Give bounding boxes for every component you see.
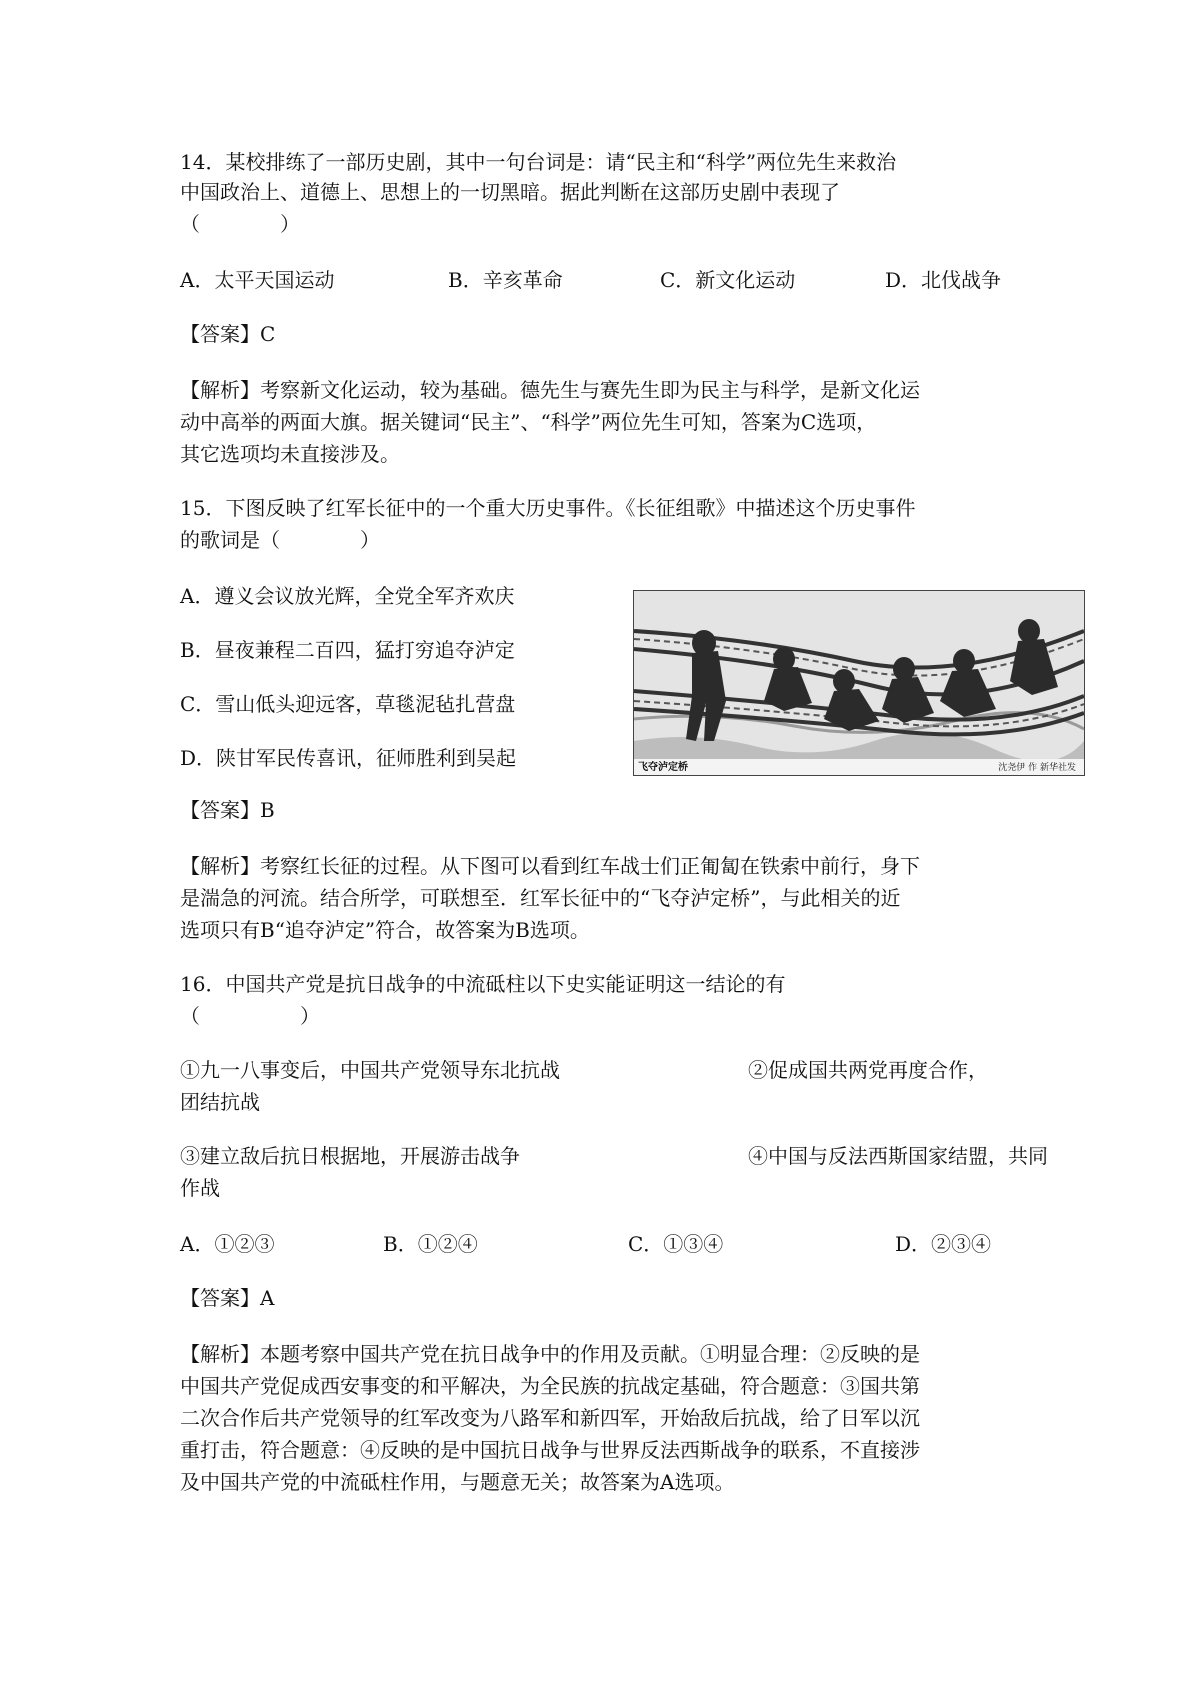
q15-answer: 【答案】B: [180, 798, 275, 822]
luding-bridge-illustration: [633, 590, 1085, 776]
q15-stem-line-1: 15．下图反映了红军长征中的一个重大历史事件。《长征组歌》中描述这个历史事件: [180, 496, 916, 520]
q15-option-b: B．昼夜兼程二百四，猛打穷追夺泸定: [180, 638, 515, 662]
q16-analysis-line-2: 中国共产党促成西安事变的和平解决，为全民族的抗战定基础，符合题意：③国共第: [180, 1374, 920, 1398]
q16-stem-line-2: （ ）: [180, 1004, 320, 1028]
q15-analysis-line-3: 选项只有B“追夺泸定”符合，故答案为B选项。: [180, 918, 590, 942]
q15-option-d: D．陕甘军民传喜讯，征师胜利到吴起: [180, 746, 517, 770]
q15-option-c: C．雪山低头迎远客，草毯泥毡扎营盘: [180, 692, 516, 716]
q15-option-a: A．遵义会议放光辉，全党全军齐欢庆: [180, 584, 515, 608]
q16-option-d: D．②③④: [895, 1232, 992, 1256]
figure-credit: 沈尧伊 作 新华社发: [998, 763, 1076, 773]
q14-option-b: B．辛亥革命: [448, 268, 563, 292]
q15-analysis-line-1: 【解析】考察红长征的过程。从下图可以看到红车战士们正匍匐在铁索中前行，身下: [180, 854, 920, 878]
q16-analysis-line-5: 及中国共产党的中流砥柱作用，与题意无关；故答案为A选项。: [180, 1470, 735, 1494]
q14-stem-line-1: 14．某校排练了一部历史剧，其中一句台词是：请“民主和“科学”两位先生来救治: [180, 150, 897, 174]
q16-statement-2: ②促成国共两党再度合作，: [748, 1058, 988, 1082]
q16-analysis-line-4: 重打击，符合题意：④反映的是中国抗日战争与世界反法西斯战争的联系，不直接涉: [180, 1438, 920, 1462]
q16-option-c: C．①③④: [628, 1232, 724, 1256]
q16-statement-2-cont: 团结抗战: [180, 1090, 260, 1114]
q16-stem-line-1: 16．中国共产党是抗日战争的中流砥柱以下史实能证明这一结论的有: [180, 972, 786, 996]
q16-option-b: B．①②④: [383, 1232, 478, 1256]
q14-answer: 【答案】C: [180, 322, 276, 346]
q16-statement-1: ①九一八事变后，中国共产党领导东北抗战: [180, 1058, 560, 1082]
q16-statement-3: ③建立敌后抗日根据地，开展游击战争: [180, 1144, 520, 1168]
q14-stem-line-2: 中国政治上、道德上、思想上的一切黑暗。据此判断在这部历史剧中表现了: [180, 180, 840, 204]
q14-analysis-line-3: 其它选项均未直接涉及。: [180, 442, 400, 466]
q14-analysis-line-1: 【解析】考察新文化运动，较为基础。德先生与赛先生即为民主与科学，是新文化运: [180, 378, 920, 402]
q15-analysis-line-2: 是湍急的河流。结合所学，可联想至．红军长征中的“飞夺泸定桥”，与此相关的近: [180, 886, 901, 910]
q16-statement-4-cont: 作战: [180, 1176, 220, 1200]
q14-analysis-line-2: 动中高举的两面大旗。据关键词“民主”、“科学”两位先生可知，答案为C选项，: [180, 410, 877, 434]
q16-analysis-line-1: 【解析】本题考察中国共产党在抗日战争中的作用及贡献。①明显合理：②反映的是: [180, 1342, 920, 1366]
figure-caption: 飞夺泸定桥: [638, 762, 688, 773]
q14-stem-line-3: （ ）: [180, 212, 300, 236]
q16-statement-4: ④中国与反法西斯国家结盟，共同: [748, 1144, 1048, 1168]
q14-option-d: D．北伐战争: [885, 268, 1002, 292]
q14-option-a: A．太平天国运动: [180, 268, 335, 292]
q15-stem-line-2: 的歌词是（ ）: [180, 528, 380, 552]
q14-option-c: C．新文化运动: [660, 268, 796, 292]
luding-bridge-drawing: [634, 591, 1084, 775]
q16-answer: 【答案】A: [180, 1286, 275, 1310]
q16-option-a: A．①②③: [180, 1232, 275, 1256]
q16-analysis-line-3: 二次合作后共产党领导的红军改变为八路军和新四军，开始敌后抗战，给了日军以沉: [180, 1406, 920, 1430]
